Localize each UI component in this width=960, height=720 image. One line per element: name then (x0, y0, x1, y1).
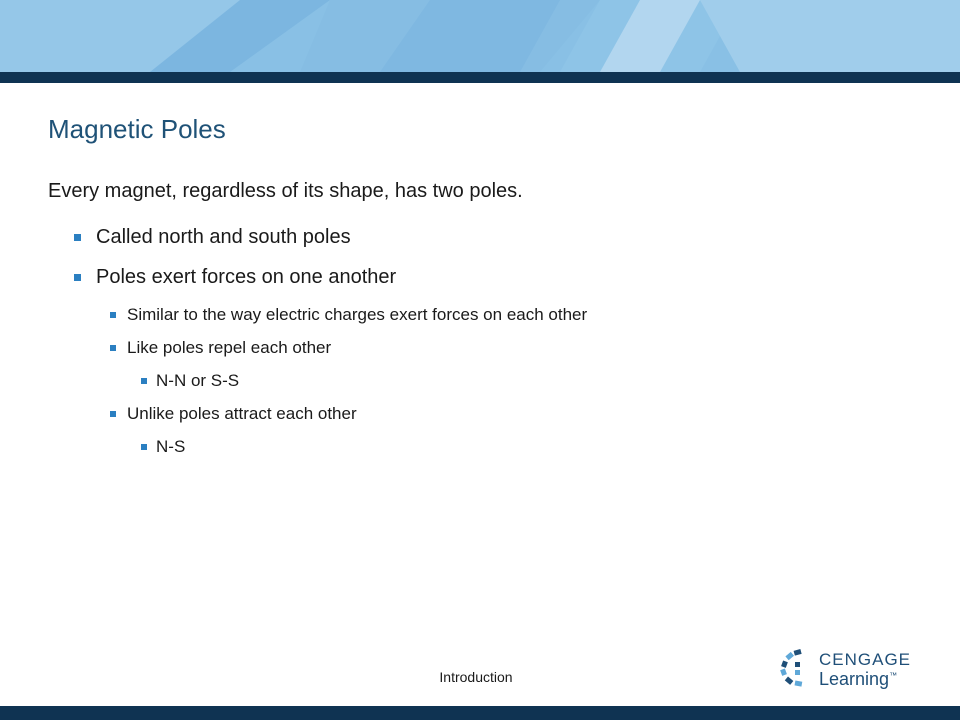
bullet-text: Called north and south poles (96, 226, 351, 248)
bullet-item (48, 222, 908, 252)
square-bullet-icon (110, 312, 116, 318)
bullet-item (48, 302, 908, 327)
header-rule (0, 72, 960, 83)
square-bullet-icon (74, 274, 81, 281)
square-bullet-icon (141, 444, 147, 450)
bullet-text: Like poles repel each other (127, 338, 332, 357)
bullet-text: Poles exert forces on one another (96, 266, 397, 288)
trademark-symbol: ™ (889, 671, 898, 680)
bullet-item (48, 401, 908, 426)
square-bullet-icon (74, 234, 81, 241)
bullet-text: N-S (156, 437, 186, 456)
cengage-logo (778, 646, 918, 692)
bullet-text: Every magnet, regardless of its shape, has two poles. (48, 180, 523, 202)
bullet-text: Similar to the way electric charges exert forces on each other (127, 305, 588, 324)
bullet-item (48, 176, 908, 206)
square-bullet-icon (110, 411, 116, 417)
logo-word-learning: Learning™ (819, 669, 898, 689)
square-bullet-icon (110, 345, 116, 351)
bullet-list (48, 176, 908, 467)
footer-label: Introduction (439, 669, 513, 685)
cengage-logo-icon (778, 648, 818, 688)
logo-word-cengage: CENGAGE (819, 650, 912, 669)
footer-rule (0, 706, 960, 720)
square-bullet-icon (141, 378, 147, 384)
bullet-item (48, 368, 908, 393)
bullet-text: Unlike poles attract each other (127, 404, 357, 423)
slide-title: Magnetic Poles (48, 114, 226, 144)
bullet-item (48, 262, 908, 292)
bullet-text: N-N or S-S (156, 371, 240, 390)
bullet-item (48, 434, 908, 459)
header-banner (0, 0, 960, 72)
bullet-item (48, 335, 908, 360)
